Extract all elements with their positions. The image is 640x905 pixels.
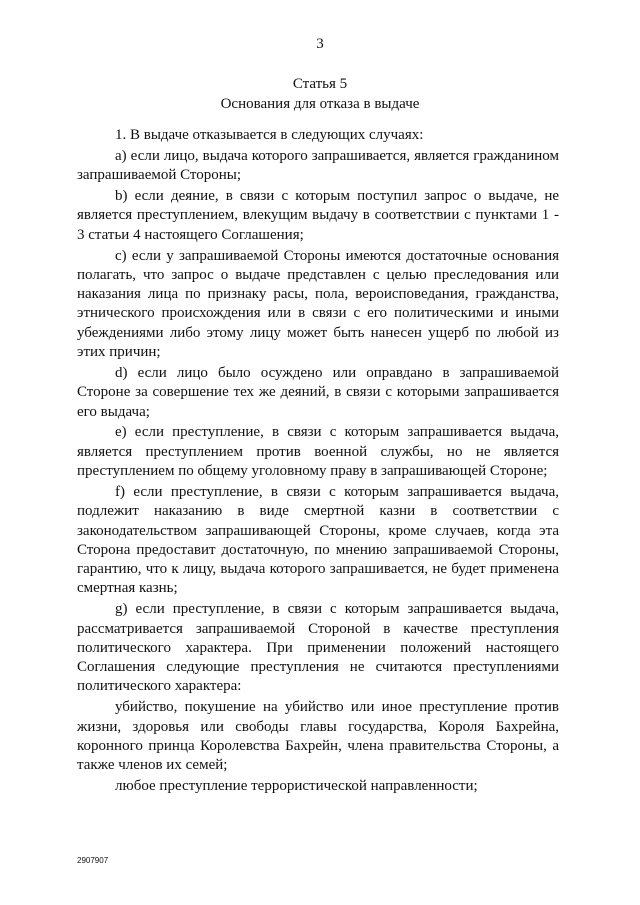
page-number: 3 [316,36,324,52]
paragraph-d: d) если лицо было осуждено или оправдано в запрашиваемой Стороне за совершение тех же деяний, в связи с которыми запрашивается его выдача; [77,364,559,420]
paragraph-f: f) если преступление, в связи с которым запрашивается выдача, подлежит наказанию в виде смертной казни в соответствии с законодательством запрашивающей Стороны, кроме случаев, когда эта Сторона предоставит достаточную, по мнению запрашиваемой Стороны, гарантию, что к лицу, выдача которого запрашивается, не будет применена смертная казнь; [77,483,559,597]
paragraph-e: e) если преступление, в связи с которым запрашивается выдача, является преступлением против военной службы, но не является преступлением по общему уголовному праву в запрашивающей Стороне; [77,424,559,480]
paragraph-b: b) если деяние, в связи с которым поступил запрос о выдаче, не является преступлением, влекущим выдачу в соответствии с пунктами 1 - 3 статьи 4 настоящего Соглашения; [77,188,559,243]
paragraph-a: a) если лицо, выдача которого запрашивается, является гражданином запрашиваемой Стороны; [77,147,559,184]
document-code: 2907907 [77,856,109,865]
paragraph-g-item-1: убийство, покушение на убийство или иное преступление против жизни, здоровья или свободы главы государства, Короля Бахрейна, коронного принца Королевства Бахрейн, члена правительства Стороны, а также членов их семей; [77,699,559,774]
paragraph-g-item-2: любое преступление террористической направленности; [115,778,478,795]
article-number: Статья 5 [292,76,348,92]
paragraph-c: c) если у запрашиваемой Стороны имеются достаточные основания полагать, что запрос о выдаче представлен с целью преследования или наказания лица по признаку расы, пола, вероисповедания, гражданства, этнического происхождения или в связи с его политическими и иными убеждениями либо этому лицу может быть нанесен ущерб по любой из этих причин; [77,247,559,361]
paragraph-intro: 1. В выдаче отказывается в следующих случаях: [115,127,424,143]
paragraph-g: g) если преступление, в связи с которым запрашивается выдача, рассматривается запрашиваемой Стороной в качестве преступления политического характера. При применении положений настоящего Соглашения следующие преступления не считаются преступлениями политического характера: [77,601,559,695]
article-body [77,126,559,798]
article-title: Основания для отказа в выдаче [220,96,420,112]
article-heading [0,74,640,114]
